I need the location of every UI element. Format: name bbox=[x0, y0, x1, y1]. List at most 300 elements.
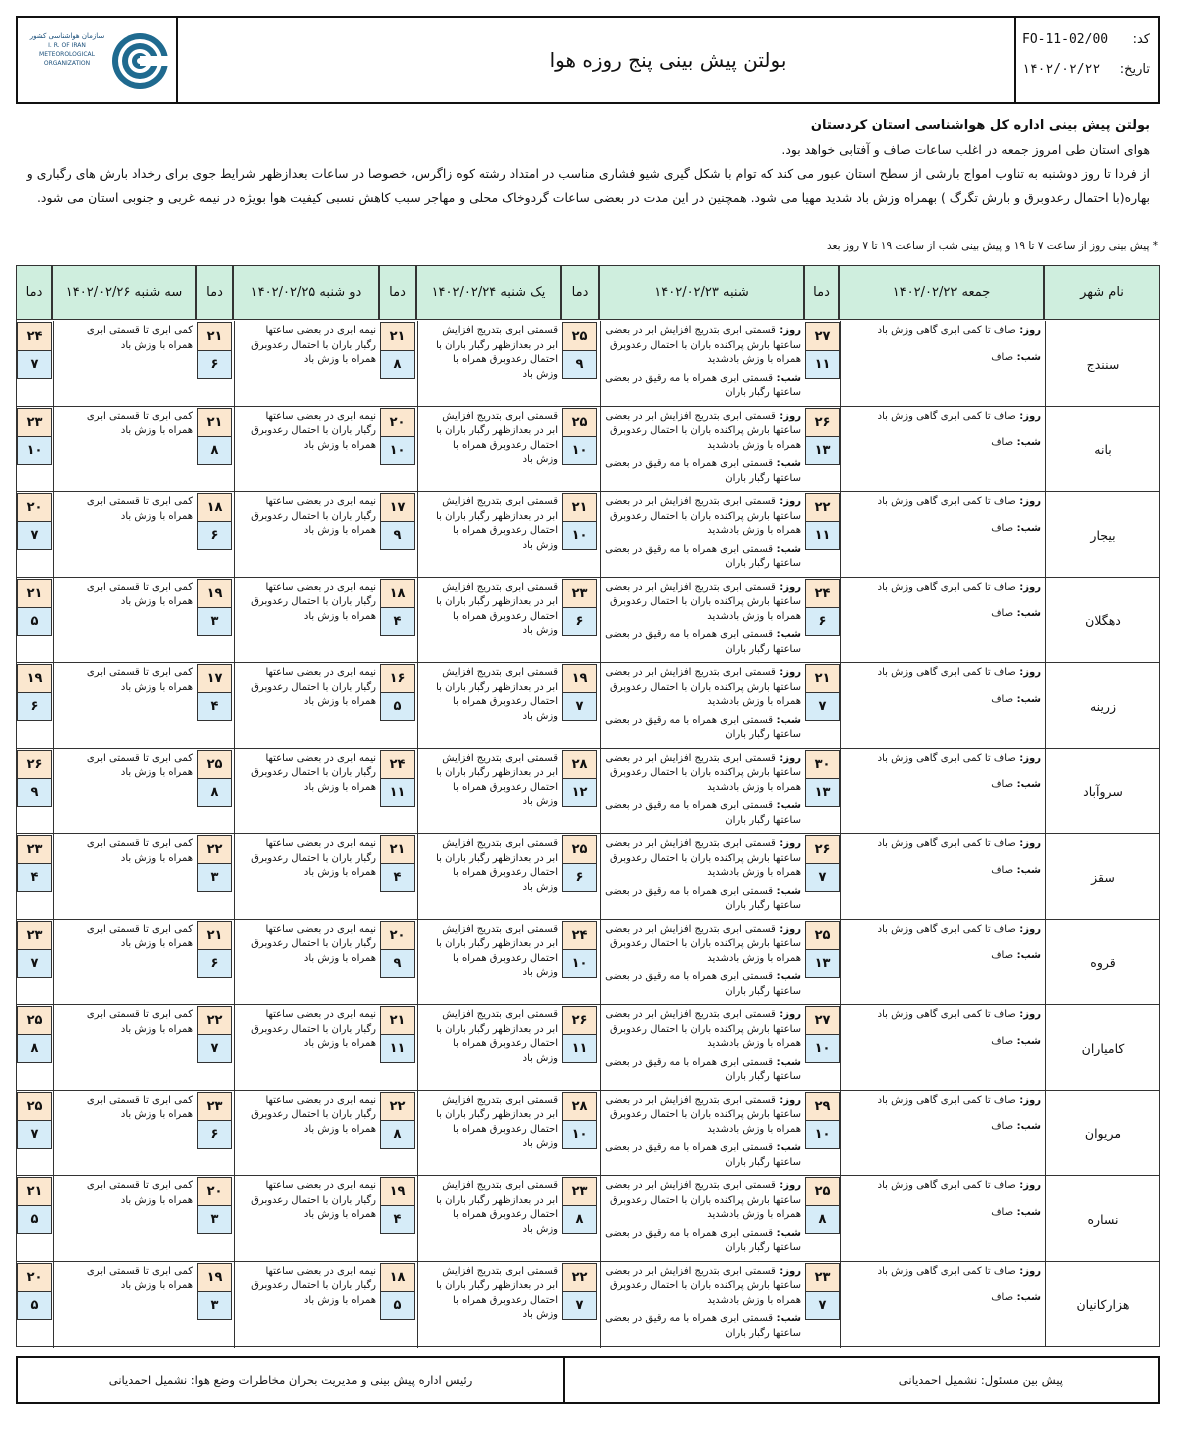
logo-text: سازمان هواشناسی کشور I. R. OF IRAN METEOROLOGICAL ORGANIZATION bbox=[29, 32, 105, 67]
forecast-day-3: قسمتی ابری بتدریج افزایش ابر در بعدازظهر رگبار باران با احتمال رعدوبرق همراه با وزش باد bbox=[417, 663, 562, 749]
header-day-1: جمعه ۱۴۰۲/۰۲/۲۲ bbox=[839, 265, 1044, 320]
forecast-day-5: کمی ابری تا قسمتی ابری همراه با وزش باد bbox=[53, 663, 197, 749]
max-temp: ۱۹ bbox=[562, 664, 597, 693]
min-temp: ۱۳ bbox=[805, 778, 840, 807]
logo-cell bbox=[18, 18, 178, 102]
forecast-day-1 bbox=[840, 1091, 1045, 1177]
forecast-day-2 bbox=[600, 749, 805, 835]
forecast-day-1 bbox=[840, 1262, 1045, 1348]
column-divider bbox=[1045, 407, 1046, 492]
forecast-day-4: نیمه ابری در بعضی ساعتها رگبار باران با احتمال رعدوبرق همراه با وزش باد bbox=[234, 834, 380, 920]
max-temp: ۲۱ bbox=[380, 1006, 415, 1035]
max-temp: ۲۲ bbox=[197, 1006, 232, 1035]
header-temp-4: دما bbox=[196, 265, 233, 320]
min-temp: ۷ bbox=[17, 350, 52, 379]
min-temp: ۷ bbox=[562, 692, 597, 721]
day-forecast: صاف تا کمی ابری گاهی وزش باد bbox=[877, 667, 1016, 678]
max-temp: ۲۱ bbox=[380, 322, 415, 351]
city-name: بیجار bbox=[1090, 527, 1116, 543]
max-temp: ۲۷ bbox=[805, 1006, 840, 1035]
city-name: کامیاران bbox=[1081, 1040, 1125, 1056]
min-temp: ۷ bbox=[805, 863, 840, 892]
night-label: شب: bbox=[773, 1227, 801, 1239]
day-forecast: صاف تا کمی ابری گاهی وزش باد bbox=[877, 1094, 1016, 1106]
min-temp: ۵ bbox=[380, 1291, 415, 1320]
min-temp: ۴ bbox=[197, 692, 232, 721]
night-forecast: قسمتی ابری همراه با مه رقیق در بعضی ساعتها رگبار باران bbox=[605, 714, 801, 740]
night-label: شب: bbox=[1013, 693, 1041, 705]
day-forecast: صاف تا کمی ابری گاهی وزش باد bbox=[877, 581, 1016, 593]
forecast-day-3: قسمتی ابری بتدریج افزایش ابر در بعدازظهر رگبار باران با احتمال رعدوبرق همراه با وزش باد bbox=[417, 920, 562, 1006]
forecast-day-2 bbox=[600, 1176, 805, 1262]
night-label: شب: bbox=[773, 800, 801, 811]
day-forecast: صاف تا کمی ابری گاهی وزش باد bbox=[877, 752, 1016, 764]
forecast-day-2 bbox=[600, 1005, 805, 1091]
min-temp: ۱۰ bbox=[562, 436, 597, 465]
min-temp: ۱۰ bbox=[805, 1034, 840, 1063]
night-label: شب: bbox=[773, 885, 801, 897]
min-temp: ۸ bbox=[17, 1034, 52, 1063]
max-temp: ۲۲ bbox=[805, 493, 840, 522]
day-forecast: قسمتی ابری بتدریج افزایش ابر در بعضی ساعتها بارش پراکنده باران با احتمال رعدوبرق همراه با وزش بادشدید bbox=[605, 752, 801, 793]
min-temp: ۴ bbox=[380, 607, 415, 636]
max-temp: ۲۶ bbox=[562, 1006, 597, 1035]
night-label: شب: bbox=[773, 629, 801, 640]
day-forecast: قسمتی ابری بتدریج افزایش ابر در بعضی ساعتها بارش پراکنده باران با احتمال رعدوبرق همراه با وزش بادشدید bbox=[605, 1094, 801, 1135]
intro-text bbox=[20, 114, 1150, 210]
max-temp: ۲۱ bbox=[380, 835, 415, 864]
timing-note: * پیش بینی روز از ساعت ۷ تا ۱۹ و پیش بینی شب از ساعت ۱۹ تا ۷ روز بعد bbox=[827, 240, 1158, 252]
min-temp: ۱۰ bbox=[562, 949, 597, 978]
intro-line-1: هوای استان طی امروز جمعه در اغلب ساعات صاف و آفتابی خواهد بود. bbox=[781, 142, 1150, 157]
night-label: شب: bbox=[1013, 1292, 1041, 1303]
day-label: روز: bbox=[775, 923, 801, 935]
night-forecast: قسمتی ابری همراه با مه رقیق در بعضی ساعتها رگبار باران bbox=[605, 1142, 801, 1168]
day-forecast: قسمتی ابری بتدریج افزایش ابر در بعضی ساعتها بارش پراکنده باران با احتمال رعدوبرق همراه با وزش بادشدید bbox=[605, 410, 801, 451]
max-temp: ۲۱ bbox=[17, 579, 52, 608]
forecast-day-2 bbox=[600, 1091, 805, 1177]
column-divider bbox=[1045, 1005, 1046, 1090]
forecast-day-2 bbox=[600, 492, 805, 578]
day-forecast: قسمتی ابری بتدریج افزایش ابر در بعضی ساعتها بارش پراکنده باران با احتمال رعدوبرق همراه با وزش بادشدید bbox=[605, 923, 801, 964]
forecast-day-5: کمی ابری تا قسمتی ابری همراه با وزش باد bbox=[53, 834, 197, 920]
header-day-5: سه شنبه ۱۴۰۲/۰۲/۲۶ bbox=[52, 265, 196, 320]
day-forecast: صاف تا کمی ابری گاهی وزش باد bbox=[877, 496, 1016, 507]
max-temp: ۲۲ bbox=[562, 1263, 597, 1292]
min-temp: ۷ bbox=[17, 949, 52, 978]
forecast-day-3: قسمتی ابری بتدریج افزایش ابر در بعدازظهر رگبار باران با احتمال رعدوبرق همراه با وزش باد bbox=[417, 1176, 562, 1262]
night-label: شب: bbox=[773, 372, 801, 384]
forecast-day-5: کمی ابری تا قسمتی ابری همراه با وزش باد bbox=[53, 407, 197, 493]
forecast-day-3: قسمتی ابری بتدریج افزایش ابر در بعدازظهر رگبار باران با احتمال رعدوبرق همراه با وزش باد bbox=[417, 1005, 562, 1091]
night-label: شب: bbox=[1013, 779, 1041, 790]
day-label: روز: bbox=[775, 325, 801, 336]
max-temp: ۲۵ bbox=[805, 1177, 840, 1206]
day-forecast: قسمتی ابری بتدریج افزایش ابر در بعضی ساعتها بارش پراکنده باران با احتمال رعدوبرق همراه با وزش بادشدید bbox=[605, 1265, 801, 1306]
min-temp: ۶ bbox=[197, 949, 232, 978]
min-temp: ۶ bbox=[197, 1120, 232, 1149]
night-label: شب: bbox=[1013, 1035, 1041, 1047]
min-temp: ۴ bbox=[17, 863, 52, 892]
max-temp: ۲۵ bbox=[197, 750, 232, 779]
table-row bbox=[16, 749, 1160, 835]
min-temp: ۳ bbox=[197, 1205, 232, 1234]
forecast-day-3: قسمتی ابری بتدریج افزایش ابر در بعدازظهر رگبار باران با احتمال رعدوبرق همراه با وزش باد bbox=[417, 834, 562, 920]
night-label: شب: bbox=[1013, 950, 1041, 961]
min-temp: ۱۰ bbox=[17, 436, 52, 465]
day-label: روز: bbox=[1015, 496, 1041, 507]
forecast-day-2 bbox=[600, 407, 805, 493]
table-row bbox=[16, 1176, 1160, 1262]
max-temp: ۲۶ bbox=[17, 750, 52, 779]
forecast-day-1 bbox=[840, 578, 1045, 664]
day-forecast: صاف تا کمی ابری گاهی وزش باد bbox=[877, 1265, 1016, 1277]
night-label: شب: bbox=[773, 1313, 801, 1324]
max-temp: ۲۸ bbox=[562, 750, 597, 779]
day-label: روز: bbox=[1015, 325, 1041, 336]
bulletin-title: بولتن پیش بینی پنج روزه هوا bbox=[549, 48, 787, 72]
header-day-3: یک شنبه ۱۴۰۲/۰۲/۲۴ bbox=[416, 265, 561, 320]
max-temp: ۲۳ bbox=[17, 408, 52, 437]
column-divider bbox=[1045, 749, 1046, 834]
min-temp: ۷ bbox=[17, 1120, 52, 1149]
table-row bbox=[16, 920, 1160, 1006]
night-forecast: صاف bbox=[991, 693, 1014, 705]
max-temp: ۲۳ bbox=[562, 579, 597, 608]
city-name: سقز bbox=[1091, 869, 1115, 885]
day-label: روز: bbox=[775, 838, 801, 849]
max-temp: ۱۹ bbox=[197, 1263, 232, 1292]
day-label: روز: bbox=[775, 1265, 801, 1277]
forecast-day-4: نیمه ابری در بعضی ساعتها رگبار باران با احتمال رعدوبرق همراه با وزش باد bbox=[234, 578, 380, 664]
max-temp: ۲۶ bbox=[805, 835, 840, 864]
max-temp: ۲۷ bbox=[805, 322, 840, 351]
bulletin-header bbox=[16, 16, 1160, 104]
code-date-box bbox=[1014, 18, 1158, 102]
day-forecast: صاف تا کمی ابری گاهی وزش باد bbox=[877, 325, 1016, 336]
min-temp: ۷ bbox=[805, 692, 840, 721]
min-temp: ۴ bbox=[380, 1205, 415, 1234]
max-temp: ۲۱ bbox=[197, 921, 232, 950]
day-forecast: صاف تا کمی ابری گاهی وزش باد bbox=[877, 923, 1016, 935]
forecast-day-5: کمی ابری تا قسمتی ابری همراه با وزش باد bbox=[53, 1091, 197, 1177]
column-divider bbox=[1045, 1262, 1046, 1347]
night-forecast: قسمتی ابری همراه با مه رقیق در بعضی ساعتها رگبار باران bbox=[605, 971, 801, 997]
min-temp: ۶ bbox=[562, 863, 597, 892]
min-temp: ۸ bbox=[380, 1120, 415, 1149]
code-label: کد: bbox=[1132, 31, 1150, 47]
min-temp: ۱۰ bbox=[380, 436, 415, 465]
day-label: روز: bbox=[775, 1094, 801, 1106]
chief-signature: رئیس اداره پیش بینی و مدیریت بحران مخاطرات وضع هوا: نشمیل احمدیانی bbox=[108, 1373, 473, 1387]
header-temp-3: دما bbox=[379, 265, 416, 320]
min-temp: ۹ bbox=[17, 778, 52, 807]
day-forecast: صاف تا کمی ابری گاهی وزش باد bbox=[877, 1009, 1016, 1020]
day-label: روز: bbox=[1015, 752, 1041, 764]
min-temp: ۳ bbox=[197, 607, 232, 636]
day-label: روز: bbox=[1015, 1009, 1041, 1020]
max-temp: ۲۵ bbox=[562, 322, 597, 351]
forecast-day-5: کمی ابری تا قسمتی ابری همراه با وزش باد bbox=[53, 321, 197, 407]
forecast-day-5: کمی ابری تا قسمتی ابری همراه با وزش باد bbox=[53, 1262, 197, 1348]
min-temp: ۸ bbox=[380, 350, 415, 379]
logo-swirl-icon bbox=[110, 26, 170, 96]
night-label: شب: bbox=[773, 1142, 801, 1153]
day-forecast: قسمتی ابری بتدریج افزایش ابر در بعضی ساعتها بارش پراکنده باران با احتمال رعدوبرق همراه با وزش بادشدید bbox=[605, 838, 801, 878]
min-temp: ۶ bbox=[197, 521, 232, 550]
night-forecast: قسمتی ابری همراه با مه رقیق در بعضی ساعتها رگبار باران bbox=[605, 1227, 801, 1253]
min-temp: ۷ bbox=[197, 1034, 232, 1063]
forecast-day-2 bbox=[600, 920, 805, 1006]
day-label: روز: bbox=[1015, 667, 1041, 678]
night-forecast: صاف bbox=[991, 351, 1014, 363]
column-divider bbox=[1045, 920, 1046, 1005]
day-label: روز: bbox=[775, 752, 801, 764]
forecast-day-1 bbox=[840, 920, 1045, 1006]
max-temp: ۲۸ bbox=[562, 1092, 597, 1121]
min-temp: ۵ bbox=[17, 1291, 52, 1320]
day-label: روز: bbox=[1015, 923, 1041, 935]
forecast-day-3: قسمتی ابری بتدریج افزایش ابر در بعدازظهر رگبار باران با احتمال رعدوبرق همراه با وزش باد bbox=[417, 1091, 562, 1177]
forecast-day-3: قسمتی ابری بتدریج افزایش ابر در بعدازظهر رگبار باران با احتمال رعدوبرق همراه با وزش باد bbox=[417, 749, 562, 835]
min-temp: ۴ bbox=[380, 863, 415, 892]
min-temp: ۷ bbox=[562, 1291, 597, 1320]
max-temp: ۲۴ bbox=[805, 579, 840, 608]
forecast-day-5: کمی ابری تا قسمتی ابری همراه با وزش باد bbox=[53, 578, 197, 664]
night-forecast: صاف bbox=[991, 950, 1014, 961]
max-temp: ۲۵ bbox=[805, 921, 840, 950]
day-forecast: صاف تا کمی ابری گاهی وزش باد bbox=[877, 838, 1016, 849]
forecast-day-4: نیمه ابری در بعضی ساعتها رگبار باران با احتمال رعدوبرق همراه با وزش باد bbox=[234, 1005, 380, 1091]
forecast-day-4: نیمه ابری در بعضی ساعتها رگبار باران با احتمال رعدوبرق همراه با وزش باد bbox=[234, 920, 380, 1006]
forecast-day-4: نیمه ابری در بعضی ساعتها رگبار باران با احتمال رعدوبرق همراه با وزش باد bbox=[234, 1176, 380, 1262]
max-temp: ۲۱ bbox=[17, 1177, 52, 1206]
forecast-day-4: نیمه ابری در بعضی ساعتها رگبار باران با احتمال رعدوبرق همراه با وزش باد bbox=[234, 749, 380, 835]
day-label: روز: bbox=[1015, 1180, 1041, 1191]
day-label: روز: bbox=[1015, 581, 1041, 593]
min-temp: ۱۳ bbox=[805, 436, 840, 465]
table-row bbox=[16, 407, 1160, 493]
min-temp: ۱۱ bbox=[805, 521, 840, 550]
forecast-day-4: نیمه ابری در بعضی ساعتها رگبار باران با احتمال رعدوبرق همراه با وزش باد bbox=[234, 1091, 380, 1177]
night-forecast: صاف bbox=[991, 864, 1014, 876]
min-temp: ۷ bbox=[805, 1291, 840, 1320]
night-label: شب: bbox=[1013, 1206, 1041, 1218]
max-temp: ۲۲ bbox=[380, 1092, 415, 1121]
min-temp: ۹ bbox=[562, 350, 597, 379]
min-temp: ۶ bbox=[197, 350, 232, 379]
column-divider bbox=[1045, 492, 1046, 577]
night-forecast: قسمتی ابری همراه با مه رقیق در بعضی ساعتها رگبار باران bbox=[605, 800, 801, 826]
forecast-day-1 bbox=[840, 492, 1045, 578]
max-temp: ۲۰ bbox=[380, 408, 415, 437]
max-temp: ۲۱ bbox=[197, 408, 232, 437]
day-label: روز: bbox=[775, 581, 801, 593]
day-label: روز: bbox=[775, 1009, 801, 1020]
min-temp: ۱۳ bbox=[805, 949, 840, 978]
max-temp: ۱۶ bbox=[380, 664, 415, 693]
day-forecast: قسمتی ابری بتدریج افزایش ابر در بعضی ساعتها بارش پراکنده باران با احتمال رعدوبرق همراه با وزش بادشدید bbox=[605, 325, 801, 365]
max-temp: ۲۴ bbox=[380, 750, 415, 779]
night-forecast: صاف bbox=[991, 1206, 1014, 1218]
min-temp: ۸ bbox=[805, 1205, 840, 1234]
day-label: روز: bbox=[1015, 838, 1041, 849]
night-forecast: قسمتی ابری همراه با مه رقیق در بعضی ساعتها رگبار باران bbox=[605, 543, 801, 569]
forecast-day-2 bbox=[600, 663, 805, 749]
max-temp: ۱۹ bbox=[17, 664, 52, 693]
min-temp: ۱۰ bbox=[805, 1120, 840, 1149]
max-temp: ۲۳ bbox=[562, 1177, 597, 1206]
city-name: نساره bbox=[1087, 1211, 1119, 1227]
date-label: تاریخ: bbox=[1119, 61, 1150, 77]
night-label: شب: bbox=[1013, 351, 1041, 363]
day-forecast: قسمتی ابری بتدریج افزایش ابر در بعضی ساعتها بارش پراکنده باران با احتمال رعدوبرق همراه با وزش بادشدید bbox=[605, 667, 801, 707]
forecast-day-3: قسمتی ابری بتدریج افزایش ابر در بعدازظهر رگبار باران با احتمال رعدوبرق همراه با وزش باد bbox=[417, 1262, 562, 1348]
max-temp: ۲۶ bbox=[805, 408, 840, 437]
column-divider bbox=[1045, 578, 1046, 663]
night-forecast: قسمتی ابری همراه با مه رقیق در بعضی ساعتها رگبار باران bbox=[605, 885, 801, 911]
night-label: شب: bbox=[1013, 608, 1041, 619]
forecast-day-1 bbox=[840, 1005, 1045, 1091]
day-label: روز: bbox=[775, 496, 801, 507]
header-temp-5: دما bbox=[16, 265, 52, 320]
max-temp: ۲۰ bbox=[197, 1177, 232, 1206]
min-temp: ۵ bbox=[380, 692, 415, 721]
min-temp: ۹ bbox=[380, 949, 415, 978]
city-name: سروآباد bbox=[1083, 784, 1123, 799]
min-temp: ۱۱ bbox=[562, 1034, 597, 1063]
night-label: شب: bbox=[1013, 437, 1041, 448]
header-city: نام شهر bbox=[1044, 265, 1160, 320]
day-forecast: قسمتی ابری بتدریج افزایش ابر در بعضی ساعتها بارش پراکنده باران با احتمال رعدوبرق همراه با وزش بادشدید bbox=[605, 496, 801, 536]
day-forecast: صاف تا کمی ابری گاهی وزش باد bbox=[877, 410, 1016, 422]
day-forecast: قسمتی ابری بتدریج افزایش ابر در بعضی ساعتها بارش پراکنده باران با احتمال رعدوبرق همراه با وزش بادشدید bbox=[605, 1009, 801, 1049]
min-temp: ۱۲ bbox=[562, 778, 597, 807]
night-forecast: قسمتی ابری همراه با مه رقیق در بعضی ساعتها رگبار باران bbox=[605, 458, 801, 484]
night-forecast: صاف bbox=[991, 437, 1014, 448]
min-temp: ۳ bbox=[197, 863, 232, 892]
min-temp: ۳ bbox=[197, 1291, 232, 1320]
max-temp: ۲۵ bbox=[562, 835, 597, 864]
night-forecast: صاف bbox=[991, 1121, 1014, 1132]
min-temp: ۸ bbox=[562, 1205, 597, 1234]
night-forecast: قسمتی ابری همراه با مه رقیق در بعضی ساعتها رگبار باران bbox=[605, 1313, 801, 1339]
logo bbox=[26, 24, 172, 98]
forecast-day-5: کمی ابری تا قسمتی ابری همراه با وزش باد bbox=[53, 1005, 197, 1091]
city-name: قروه bbox=[1090, 955, 1116, 970]
max-temp: ۱۹ bbox=[197, 579, 232, 608]
forecast-day-5: کمی ابری تا قسمتی ابری همراه با وزش باد bbox=[53, 492, 197, 578]
signature-footer bbox=[16, 1356, 1160, 1404]
city-name: بانه bbox=[1094, 442, 1112, 457]
min-temp: ۱۱ bbox=[380, 1034, 415, 1063]
city-name: مریوان bbox=[1084, 1126, 1122, 1141]
table-row bbox=[16, 321, 1160, 407]
max-temp: ۲۱ bbox=[562, 493, 597, 522]
night-forecast: صاف bbox=[991, 522, 1014, 534]
code-value: FO-11-02/00 bbox=[1022, 31, 1109, 47]
forecast-day-4: نیمه ابری در بعضی ساعتها رگبار باران با احتمال رعدوبرق همراه با وزش باد bbox=[234, 492, 380, 578]
forecast-day-1 bbox=[840, 663, 1045, 749]
max-temp: ۱۸ bbox=[380, 579, 415, 608]
night-forecast: قسمتی ابری همراه با مه رقیق در بعضی ساعتها رگبار باران bbox=[605, 372, 801, 398]
city-name: هزارکانیان bbox=[1076, 1297, 1130, 1312]
min-temp: ۱۰ bbox=[562, 1120, 597, 1149]
forecast-day-1 bbox=[840, 407, 1045, 493]
header-day-4: دو شنبه ۱۴۰۲/۰۲/۲۵ bbox=[233, 265, 379, 320]
forecast-day-1 bbox=[840, 1176, 1045, 1262]
max-temp: ۲۰ bbox=[380, 921, 415, 950]
column-divider bbox=[1045, 663, 1046, 748]
night-forecast: صاف bbox=[991, 1035, 1014, 1047]
min-temp: ۸ bbox=[197, 436, 232, 465]
day-forecast: قسمتی ابری بتدریج افزایش ابر در بعضی ساعتها بارش پراکنده باران با احتمال رعدوبرق همراه با وزش بادشدید bbox=[605, 1180, 801, 1220]
forecast-day-3: قسمتی ابری بتدریج افزایش ابر در بعدازظهر رگبار باران با احتمال رعدوبرق همراه با وزش باد bbox=[417, 492, 562, 578]
forecast-day-4: نیمه ابری در بعضی ساعتها رگبار باران با احتمال رعدوبرق همراه با وزش باد bbox=[234, 1262, 380, 1348]
forecast-day-2 bbox=[600, 1262, 805, 1348]
max-temp: ۲۳ bbox=[805, 1263, 840, 1292]
night-label: شب: bbox=[1013, 1121, 1041, 1132]
max-temp: ۲۱ bbox=[805, 664, 840, 693]
night-forecast: قسمتی ابری همراه با مه رقیق در بعضی ساعتها رگبار باران bbox=[605, 1056, 801, 1082]
max-temp: ۱۸ bbox=[197, 493, 232, 522]
column-divider bbox=[1045, 1176, 1046, 1261]
max-temp: ۲۵ bbox=[562, 408, 597, 437]
max-temp: ۳۰ bbox=[805, 750, 840, 779]
forecast-day-5: کمی ابری تا قسمتی ابری همراه با وزش باد bbox=[53, 1176, 197, 1262]
forecast-table bbox=[16, 265, 1160, 1347]
min-temp: ۷ bbox=[17, 521, 52, 550]
max-temp: ۲۲ bbox=[197, 835, 232, 864]
table-row bbox=[16, 834, 1160, 920]
min-temp: ۶ bbox=[805, 607, 840, 636]
min-temp: ۱۱ bbox=[380, 778, 415, 807]
date-value: ۱۴۰۲/۰۲/۲۲ bbox=[1022, 61, 1101, 77]
min-temp: ۱۱ bbox=[805, 350, 840, 379]
max-temp: ۲۳ bbox=[197, 1092, 232, 1121]
night-label: شب: bbox=[1013, 864, 1041, 876]
forecast-day-1 bbox=[840, 749, 1045, 835]
max-temp: ۲۹ bbox=[805, 1092, 840, 1121]
day-forecast: قسمتی ابری بتدریج افزایش ابر در بعضی ساعتها بارش پراکنده باران با احتمال رعدوبرق همراه با وزش بادشدید bbox=[605, 581, 801, 622]
forecast-day-3: قسمتی ابری بتدریج افزایش ابر در بعدازظهر رگبار باران با احتمال رعدوبرق همراه با وزش باد bbox=[417, 321, 562, 407]
table-row bbox=[16, 663, 1160, 749]
day-label: روز: bbox=[775, 410, 801, 422]
header-temp-2: دما bbox=[561, 265, 599, 320]
max-temp: ۱۷ bbox=[380, 493, 415, 522]
night-forecast: صاف bbox=[991, 1292, 1014, 1303]
max-temp: ۲۰ bbox=[17, 1263, 52, 1292]
night-label: شب: bbox=[773, 1056, 801, 1068]
forecast-day-4: نیمه ابری در بعضی ساعتها رگبار باران با احتمال رعدوبرق همراه با وزش باد bbox=[234, 321, 380, 407]
min-temp: ۵ bbox=[17, 1205, 52, 1234]
min-temp: ۵ bbox=[17, 607, 52, 636]
max-temp: ۲۴ bbox=[562, 921, 597, 950]
night-label: شب: bbox=[773, 971, 801, 982]
forecast-day-1 bbox=[840, 834, 1045, 920]
day-label: روز: bbox=[1015, 1265, 1041, 1277]
table-row bbox=[16, 1005, 1160, 1091]
min-temp: ۹ bbox=[380, 521, 415, 550]
day-label: روز: bbox=[1015, 1094, 1041, 1106]
night-forecast: صاف bbox=[991, 608, 1014, 619]
min-temp: ۶ bbox=[17, 692, 52, 721]
max-temp: ۲۳ bbox=[17, 835, 52, 864]
day-label: روز: bbox=[1015, 410, 1041, 422]
intro-line-2: از فردا تا روز دوشنبه به تناوب امواج بارشی از سطح استان عبور می کند که توام با شکل گیری شیو فشاری مناسب در امتداد رشته کوه زاگرس، خصوصا در ساعات بعدازظهر شرایط جوی برای رخداد بارش های رگباری و بهاره(با احتمال رعدوبرق و بارش تگرگ ) بهمراه وزش باد شدید مهیا می شود. همچنین در این مدت در بعضی ساعات گردوخاک محلی و مهاجر سبب کاهش نسبی کیفیت هوا بویژه در نیمه غربی و جنوبی استان می شود. bbox=[26, 166, 1150, 205]
night-forecast: قسمتی ابری همراه با مه رقیق در بعضی ساعتها رگبار باران bbox=[605, 629, 801, 655]
city-name: سنندج bbox=[1086, 356, 1120, 372]
